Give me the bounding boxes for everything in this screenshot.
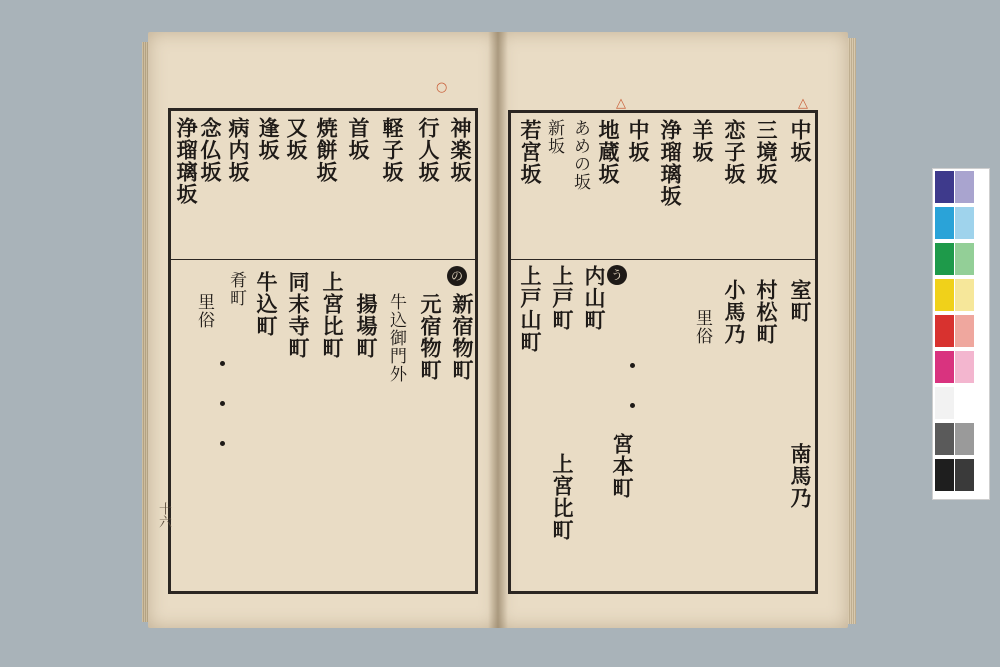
right-body-col-4: 南馬乃 bbox=[788, 443, 813, 509]
list-bullet bbox=[220, 401, 225, 406]
list-bullet bbox=[630, 403, 635, 408]
list-bullet bbox=[630, 363, 635, 368]
right-header-col-2: 三境坂 bbox=[754, 119, 779, 185]
color-swatch bbox=[955, 207, 974, 239]
color-swatch bbox=[935, 315, 954, 347]
header-divider bbox=[171, 259, 475, 260]
list-bullet bbox=[220, 361, 225, 366]
color-swatch bbox=[955, 279, 974, 311]
right-header-col-9: 新坂 bbox=[544, 119, 564, 155]
right-body-col-7: 上戸町 bbox=[550, 265, 575, 331]
right-body-col-10: 上宮比町 bbox=[550, 453, 575, 541]
left-body-col-7: 牛込町 bbox=[254, 271, 279, 337]
open-book bbox=[148, 32, 856, 632]
color-swatch bbox=[935, 171, 954, 203]
right-body-col-1: 室町 bbox=[788, 279, 813, 323]
margin-page-numeral: 十六 bbox=[156, 502, 171, 528]
color-swatch bbox=[935, 207, 954, 239]
color-swatch bbox=[955, 387, 974, 419]
left-header-col-2: 念仏坂 bbox=[198, 117, 223, 183]
color-swatch bbox=[955, 171, 974, 203]
color-swatch bbox=[955, 459, 974, 491]
right-body-col-5: 里俗 bbox=[692, 309, 712, 345]
right-page bbox=[498, 32, 848, 628]
left-header-col-6: 焼餅坂 bbox=[314, 117, 339, 183]
left-body-col-2: 元宿物町 bbox=[418, 293, 443, 381]
right-header-col-3: 恋子坂 bbox=[722, 119, 747, 185]
left-header-col-1: 浄瑠璃坂 bbox=[174, 117, 199, 205]
header-divider bbox=[511, 259, 815, 260]
color-swatch bbox=[955, 423, 974, 455]
left-header-col-5: 又坂 bbox=[284, 117, 309, 161]
color-swatch bbox=[935, 387, 954, 419]
left-body-col-6: 同末寺町 bbox=[286, 271, 311, 359]
right-header-col-4: 羊坂 bbox=[690, 119, 715, 163]
color-swatch bbox=[935, 423, 954, 455]
color-swatch bbox=[955, 243, 974, 275]
left-header-col-4: 逢坂 bbox=[256, 117, 281, 161]
left-body-col-8: 肴町 bbox=[226, 271, 246, 307]
red-annotation-mark: △ bbox=[616, 96, 626, 111]
section-mark-no: の bbox=[447, 266, 467, 286]
book-gutter bbox=[488, 32, 508, 628]
left-header-col-10: 神楽坂 bbox=[448, 117, 473, 183]
right-text-frame bbox=[508, 110, 818, 594]
right-body-col-3: 小馬乃 bbox=[722, 279, 747, 345]
left-header-col-9: 行人坂 bbox=[416, 117, 441, 183]
left-body-col-9: 里俗 bbox=[194, 293, 214, 329]
right-header-col-10: 若宮坂 bbox=[518, 119, 543, 185]
right-header-col-7: 地蔵坂 bbox=[596, 119, 621, 185]
right-header-col-6: 中坂 bbox=[626, 119, 651, 163]
left-page bbox=[148, 32, 498, 628]
left-header-col-7: 首坂 bbox=[346, 117, 371, 161]
left-body-col-1: 新宿物町 bbox=[450, 293, 475, 381]
color-swatch bbox=[935, 279, 954, 311]
right-body-col-6: 内山町 bbox=[582, 265, 607, 331]
left-text-frame bbox=[168, 108, 478, 594]
right-header-col-1: 中坂 bbox=[788, 119, 813, 163]
left-body-col-5: 上宮比町 bbox=[320, 271, 345, 359]
list-bullet bbox=[220, 441, 225, 446]
color-swatch bbox=[935, 351, 954, 383]
color-swatch bbox=[935, 243, 954, 275]
section-mark-u: う bbox=[607, 265, 627, 285]
color-calibration-card bbox=[932, 168, 990, 500]
right-header-col-8: あめの坂 bbox=[570, 119, 590, 191]
right-body-col-8: 上戸山町 bbox=[518, 265, 543, 353]
right-body-col-2: 村松町 bbox=[754, 279, 779, 345]
left-body-col-3: 牛込御門外 bbox=[386, 293, 406, 383]
left-header-col-8: 軽子坂 bbox=[380, 117, 405, 183]
right-page-edges bbox=[848, 38, 856, 624]
left-header-col-3: 病内坂 bbox=[226, 117, 251, 183]
left-body-col-4: 揚場町 bbox=[354, 293, 379, 359]
red-annotation-mark: △ bbox=[798, 96, 808, 111]
right-header-col-5: 浄瑠璃坂 bbox=[658, 119, 683, 207]
right-body-col-9: 宮本町 bbox=[610, 433, 635, 499]
color-swatch bbox=[935, 459, 954, 491]
color-swatch bbox=[955, 315, 974, 347]
red-annotation-mark: ○ bbox=[436, 80, 448, 95]
color-swatch bbox=[955, 351, 974, 383]
